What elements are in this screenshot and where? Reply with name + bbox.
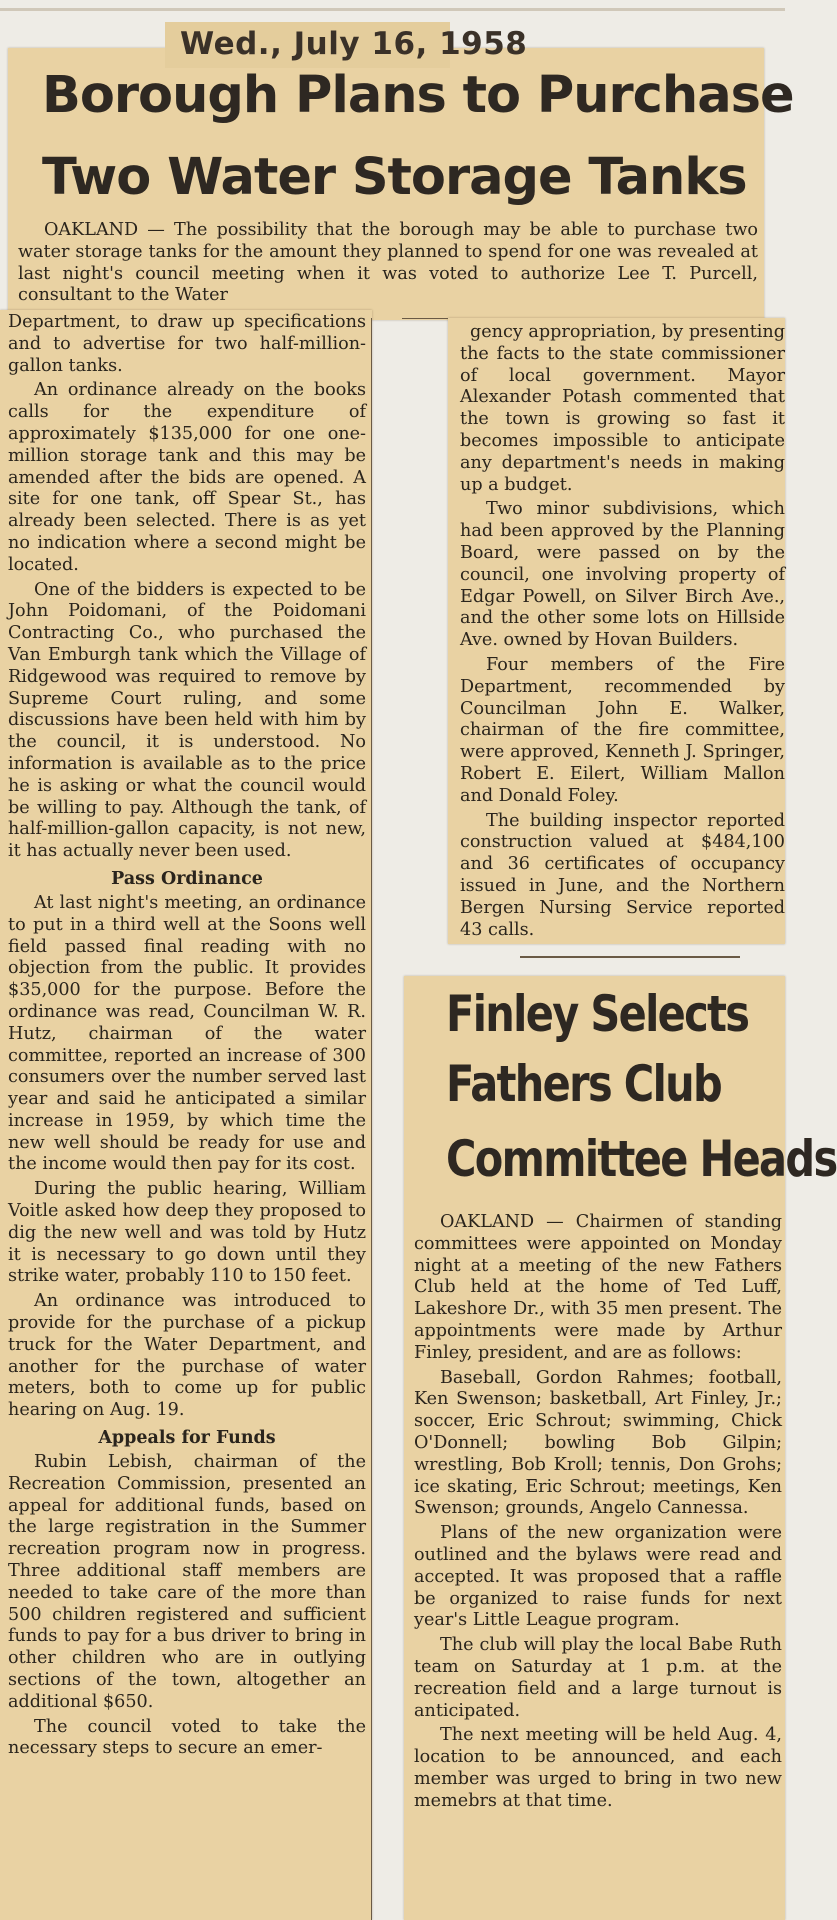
subhead-appeals-for-funds: Appeals for Funds	[98, 1428, 276, 1449]
second-article-body	[414, 1212, 782, 1920]
paragraph: Department, to draw up specifications and to advertise for two half-million-gallon tanks.	[8, 312, 366, 376]
second-headline-line-1: Finley Selects	[446, 985, 749, 1043]
paragraph: The next meeting will be held Aug. 4, location to be announced, and each member was urged to bring in two new memebrs at that time.	[414, 1725, 782, 1811]
fold-line	[0, 8, 785, 11]
lead-rule	[402, 318, 448, 319]
right-column	[460, 322, 785, 950]
second-headline-line-3: Committee Heads	[446, 1130, 837, 1188]
paragraph: During the public hearing, William Voitle asked how deep they proposed to dig the new well and was told by Hutz it is necessary to go down until they strike water, probably 110 to 150 feet.	[8, 1179, 366, 1287]
paragraph: An ordinance was introduced to provide for the purchase of a pickup truck for the Water Department, and another for the purchase of water meters, both to come up for public hearing on Aug. 19.	[8, 1291, 366, 1421]
left-column	[8, 312, 366, 1920]
paragraph: An ordinance already on the books calls for the expenditure of approximately $135,000 for one one-million storage tank and this may be amended after the bids are opened. A site for one tank, off Spear St., has already been selected. There is as yet no indication where a second might be located.	[8, 380, 366, 575]
column-rule	[371, 318, 372, 1920]
article-rule	[520, 956, 740, 958]
paragraph: Plans of the new organization were outlined and the bylaws were read and accepted. It was proposed that a raffle be organized to raise funds for next year's Little League program.	[414, 1523, 782, 1631]
subhead-pass-ordinance: Pass Ordinance	[111, 868, 263, 889]
paragraph: At last night's meeting, an ordinance to put in a third well at the Soons well field passed final reading with no objection from the public. It provides $35,000 for the purpose. Before the ordinance was read, Councilman W. R. Hutz, chairman of the water committee, reported an increase of 300 consumers over the number served last year and said he anticipated a similar increase in 1959, by which time the new well should be ready for use and the income would then pay for its cost.	[8, 892, 366, 1175]
second-headline-line-2: Fathers Club	[446, 1055, 722, 1113]
lead-text: OAKLAND — The possibility that the borough may be able to purchase two water storage tanks for the amount they planned to spend for one was revealed at last night's council meeting when it was voted to authorize Lee T. Purcell, consultant to the Water	[18, 220, 758, 306]
paragraph: The council voted to take the necessary steps to secure an emer-	[8, 1716, 366, 1759]
paragraph: OAKLAND — Chairmen of standing committees were appointed on Monday night at a meeting of the new Fathers Club held at the home of Ted Luff, Lakeshore Dr., with 35 men present. The appointments were made by Arthur Finley, president, and are as follows:	[414, 1212, 782, 1363]
paragraph: Four members of the Fire Department, recommended by Councilman John E. Walker, chairman of the fire committee, were approved, Kenneth J. Springer, Robert E. Eilert, William Mallon and Donald Foley.	[460, 654, 785, 806]
paragraph: One of the bidders is expected to be John Poidomani, of the Poidomani Contracting Co., who purchased the Van Emburgh tank which the Village of Ridgewood was required to remove by Supreme Court ruling, and some discussions have been held with him by the council, it is understood. No information is available as to the price he is asking or what the council would be willing to pay. Although the tank, of half-million-gallon capacity, is not new, it has actually never been used.	[8, 579, 366, 862]
paragraph: The club will play the local Babe Ruth team on Saturday at 1 p.m. at the recreation field and a large turnout is anticipated.	[414, 1635, 782, 1721]
paragraph: Baseball, Gordon Rahmes; football, Ken Swenson; basketball, Art Finley, Jr.; soccer, Eric Schrout; swimming, Chick O'Donnell; bowling Bob Gilpin; wrestling, Bob Kroll; tennis, Don Grohs; ice skating, Eric Schrout; meetings, Ken Swenson; grounds, Angelo Cannessa.	[414, 1367, 782, 1519]
clipping-date: Wed., July 16, 1958	[180, 26, 528, 62]
paragraph: The building inspector reported construction valued at $484,100 and 36 certificates of occupancy issued in June, and the Northern Bergen Nursing Service reported 43 calls.	[460, 810, 785, 940]
lead-paragraph	[18, 220, 758, 316]
paragraph: Two minor subdivisions, which had been approved by the Planning Board, were passed on by the council, one involving property of Edgar Powell, on Silver Birch Ave., and the other some lots on Hillside Ave. owned by Hovan Builders.	[460, 499, 785, 651]
headline-line-1: Borough Plans to Purchase	[42, 66, 794, 125]
paragraph: Rubin Lebish, chairman of the Recreation Commission, presented an appeal for additional funds, based on the large registration in the Summer recreation program now in progress. Three additional staff members are needed to take care of the more than 500 children registered and sufficient funds to pay for a bus driver to bring in other children who are in outlying sections of the town, altogether an additional $650.	[8, 1452, 366, 1712]
paragraph: gency appropriation, by presenting the facts to the state commissioner of local government. Mayor Alexander Potash commented that the town is growing so fast it becomes impossible to anticipate any department's needs in making up a budget.	[460, 322, 785, 495]
headline-line-2: Two Water Storage Tanks	[42, 148, 747, 207]
